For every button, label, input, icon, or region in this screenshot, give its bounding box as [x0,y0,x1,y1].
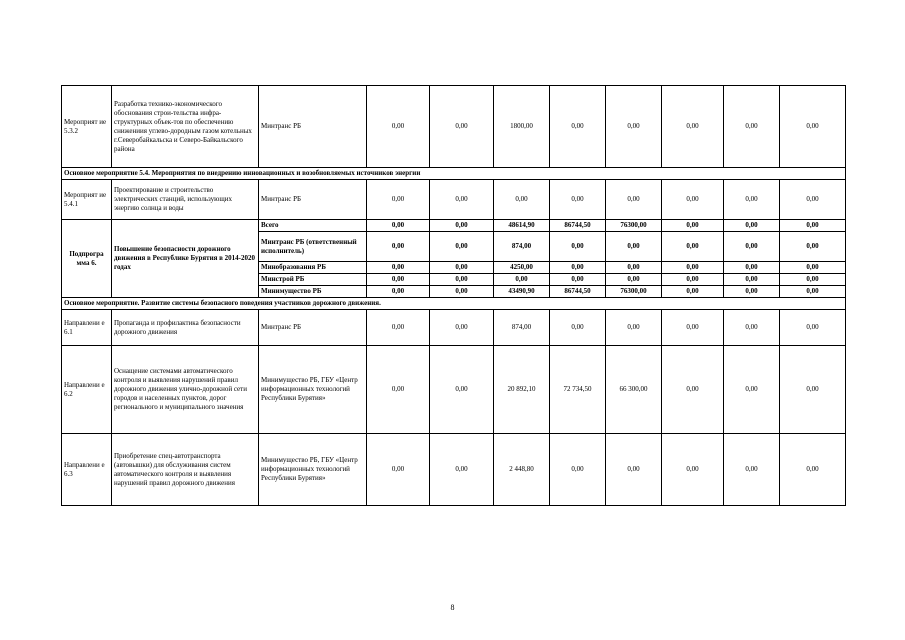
item-name: Пропаганда и профилактика безопасности дорожного движения [112,310,259,346]
value-cell: 0,00 [780,232,846,262]
item-code: Мероприят ие 5.3.2 [62,86,112,168]
section-row [62,298,846,310]
page-number: 8 [450,603,455,612]
value-cell: 2 448,80 [494,434,550,506]
value-cell: 874,00 [494,232,550,262]
value-cell: 0,00 [367,232,430,262]
value-cell: 0,00 [724,310,780,346]
value-cell: 0,00 [367,86,430,168]
value-cell: 0,00 [662,434,724,506]
value-cell: 874,00 [494,310,550,346]
value-cell: 0,00 [367,310,430,346]
value-cell: 0,00 [430,220,494,232]
table-row [62,434,846,506]
value-cell: 0,00 [662,310,724,346]
section-row [62,168,846,180]
value-cell: 0,00 [780,220,846,232]
value-cell: 0,00 [724,286,780,298]
value-cell: 0,00 [780,262,846,274]
item-code: Подпрогра мма 6. [62,220,112,298]
value-cell: 0,00 [430,180,494,220]
table-row [62,86,846,168]
item-name: Повышение безопасности дорожного движения в Республике Бурятия в 2014-2020 годах [112,220,259,298]
value-cell: 0,00 [550,434,606,506]
item-code: Направлени е 6.3 [62,434,112,506]
value-cell: 0,00 [662,180,724,220]
table-row [62,180,846,220]
value-cell: 0,00 [367,346,430,434]
value-cell: 0,00 [550,232,606,262]
table-row [62,220,846,232]
value-cell: 0,00 [367,274,430,286]
executor-cell: Минобразования РБ [259,262,367,274]
value-cell: 0,00 [430,274,494,286]
value-cell: 0,00 [780,274,846,286]
value-cell: 0,00 [724,86,780,168]
value-cell: 0,00 [494,274,550,286]
value-cell: 0,00 [724,220,780,232]
executor-cell: Минимущество РБ [259,286,367,298]
value-cell: 0,00 [662,86,724,168]
value-cell: 0,00 [550,274,606,286]
value-cell: 76300,00 [606,220,662,232]
executor-cell: Минтранс РБ [259,86,367,168]
value-cell: 48614,90 [494,220,550,232]
item-code: Направлени е 6.1 [62,310,112,346]
table-row [62,346,846,434]
value-cell: 4250,00 [494,262,550,274]
item-name: Разработка технико-экономического обоснования строи-тельства инфра-структурных объек-тов по обеспечению снижениия углево-дородным газом котельных г.Северобайкальска и Северо-Байкальского района [112,86,259,168]
value-cell: 86744,50 [550,286,606,298]
value-cell: 43490,90 [494,286,550,298]
value-cell: 0,00 [780,346,846,434]
item-name: Приобретение спец-автотранспорта (автовышки) для обслуживания систем автоматического контроля и выявления нарушений правил дорожного движения [112,434,259,506]
executor-cell: Всего [259,220,367,232]
value-cell: 0,00 [430,232,494,262]
executor-cell: Минимущество РБ, ГБУ «Центр информационных технологий Республики Бурятия» [259,346,367,434]
value-cell: 0,00 [367,434,430,506]
value-cell: 0,00 [367,180,430,220]
value-cell: 0,00 [430,310,494,346]
value-cell: 0,00 [606,232,662,262]
value-cell: 0,00 [606,274,662,286]
value-cell: 0,00 [367,262,430,274]
value-cell: 0,00 [494,180,550,220]
section-title: Основное мероприятие 5.4. Мероприятия по внедрению инновационных и возобновляемых источников энергии [62,168,846,180]
value-cell: 0,00 [724,232,780,262]
item-code: Направлени е 6.2 [62,346,112,434]
value-cell: 0,00 [430,286,494,298]
budget-table [61,85,846,506]
value-cell: 0,00 [430,262,494,274]
item-name: Проектирование и строительство электрических станций, использующих энергию солнца и воды [112,180,259,220]
value-cell: 0,00 [367,286,430,298]
executor-cell: Минтранс РБ (ответственный исполнитель) [259,232,367,262]
table-row [62,310,846,346]
value-cell: 0,00 [724,274,780,286]
value-cell: 66 300,00 [606,346,662,434]
executor-cell: Минтранс РБ [259,310,367,346]
value-cell: 0,00 [724,346,780,434]
value-cell: 0,00 [606,310,662,346]
value-cell: 0,00 [606,434,662,506]
value-cell: 0,00 [430,434,494,506]
value-cell: 0,00 [662,232,724,262]
value-cell: 0,00 [606,86,662,168]
value-cell: 0,00 [724,262,780,274]
item-name: Оснащение системами автоматического контроля и выявления нарушений правил дорожного движения улично-дорожной сети городов и населенных пунктов, дорог регионального и муниципального значения [112,346,259,434]
value-cell: 0,00 [662,274,724,286]
value-cell: 86744,50 [550,220,606,232]
value-cell: 0,00 [780,310,846,346]
value-cell: 72 734,50 [550,346,606,434]
executor-cell: Минимущество РБ, ГБУ «Центр информационных технологий Республики Бурятия» [259,434,367,506]
value-cell: 0,00 [430,346,494,434]
value-cell: 0,00 [724,434,780,506]
table-body [62,86,846,506]
value-cell: 0,00 [550,262,606,274]
value-cell: 0,00 [780,86,846,168]
value-cell: 0,00 [662,262,724,274]
section-title: Основное мероприятие. Развитие системы безопасного поведения участников дорожного движения. [62,298,846,310]
value-cell: 0,00 [780,180,846,220]
value-cell: 0,00 [662,286,724,298]
value-cell: 76300,00 [606,286,662,298]
value-cell: 0,00 [780,434,846,506]
value-cell: 0,00 [550,180,606,220]
value-cell: 0,00 [606,262,662,274]
value-cell: 0,00 [724,180,780,220]
value-cell: 20 892,10 [494,346,550,434]
value-cell: 0,00 [662,220,724,232]
value-cell: 1800,00 [494,86,550,168]
value-cell: 0,00 [550,310,606,346]
executor-cell: Минстрой РБ [259,274,367,286]
value-cell: 0,00 [662,346,724,434]
value-cell: 0,00 [606,180,662,220]
value-cell: 0,00 [430,86,494,168]
value-cell: 0,00 [780,286,846,298]
value-cell: 0,00 [367,220,430,232]
executor-cell: Минтранс РБ [259,180,367,220]
value-cell: 0,00 [550,86,606,168]
item-code: Мероприят ие 5.4.1 [62,180,112,220]
